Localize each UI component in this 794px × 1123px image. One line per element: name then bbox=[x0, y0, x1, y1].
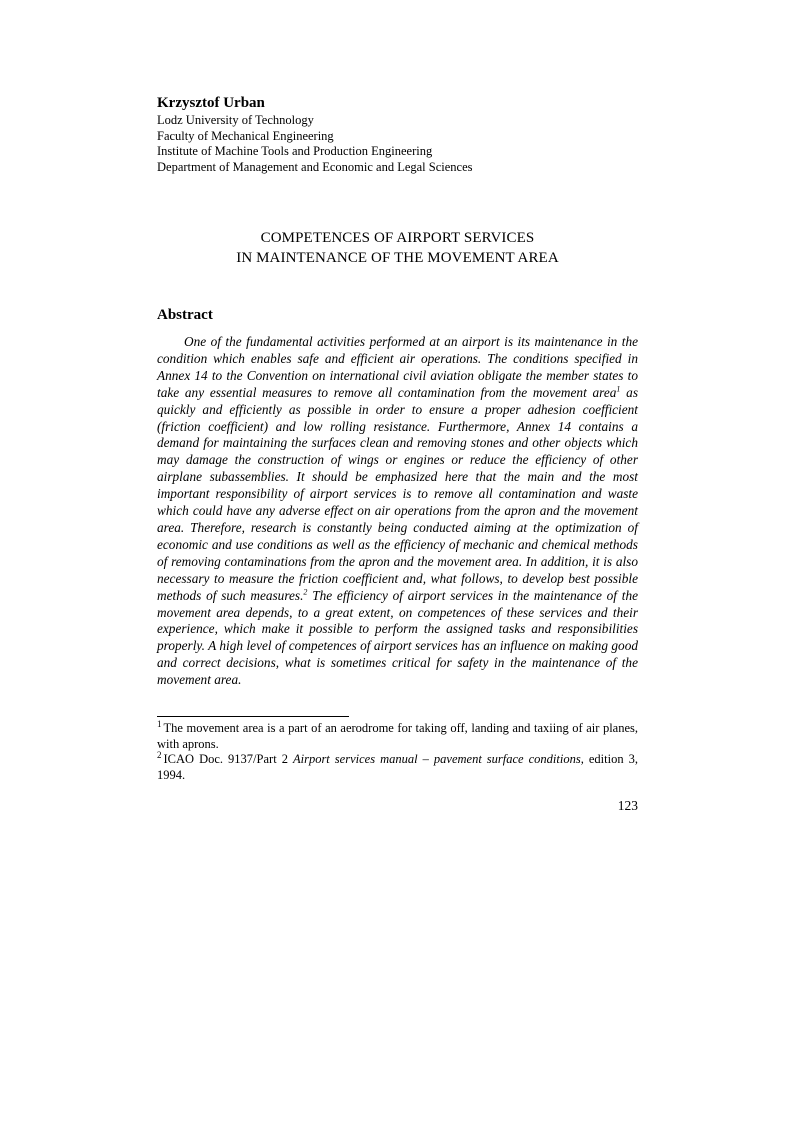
affiliation-institute: Institute of Machine Tools and Production Engineering bbox=[157, 144, 433, 158]
footnote-2-prefix: ICAO Doc. 9137/Part 2 bbox=[163, 752, 293, 767]
footnotes bbox=[157, 716, 638, 783]
paper-title-line-1: COMPETENCES OF AIRPORT SERVICES bbox=[260, 230, 535, 246]
affiliation-university: Lodz University of Technology bbox=[157, 113, 314, 127]
footnote-2-source-title: Airport services manual – pavement surface conditions, bbox=[292, 752, 584, 767]
footnote-2-number: 2 bbox=[157, 749, 162, 760]
footnote-1-number: 1 bbox=[157, 718, 162, 729]
footnote-1-text: The movement area is a part of an aerodrome for taking off, landing and taxiing of air planes, with aprons. bbox=[157, 721, 638, 751]
paper-title bbox=[157, 228, 638, 268]
author-name: Krzysztof Urban bbox=[157, 95, 265, 111]
footnote-ref-1: 1 bbox=[616, 384, 621, 394]
abstract-text-part-3: The efficiency of airport services in the maintenance of the movement area depends, to a great extent, on competences of these services and their experience, which make it possible to perform the assigned tasks and responsibilities properly. A high level of competences of airport services has an influence on making good and correct decisions, what is sometimes critical for safety in the maintenance of the movement area. bbox=[157, 587, 638, 688]
abstract-text-part-2: as quickly and efficiently as possible in order to ensure a proper adhesion coefficient (friction coefficient) and low rolling resistance. Furthermore, Annex 14 contains a demand for maintaining the surfaces clean and removing stones and other objects which may damage the construction of wings or engines or reduce the efficiency of other airplane subassemblies. It should be emphasized here that the main and the most important responsibility of airport services is to remove all contamination and waste which could have any adverse effect on air operations from the apron and the movement area. Therefore, research is constantly being conducted aiming at the optimization of economic and use conditions as well as the efficiency of mechanic and chemical methods of removing contaminations from the apron and the movement area. In addition, it is also necessary to measure the friction coefficient and, what follows, to develop best possible methods of such measures. bbox=[157, 384, 639, 603]
paper-title-line-2: IN MAINTENANCE OF THE MOVEMENT AREA bbox=[236, 250, 559, 266]
footnote-ref-2: 2 bbox=[303, 587, 308, 597]
footnote-2 bbox=[157, 749, 638, 783]
footnote-2-suffix: edition 3, 1994. bbox=[157, 752, 638, 782]
affiliation-department: Department of Management and Economic and Legal Sciences bbox=[157, 159, 473, 174]
abstract-text bbox=[157, 334, 638, 689]
author-block bbox=[157, 93, 638, 175]
abstract-text-part-1: One of the fundamental activities performed at an airport is its maintenance in the condition which enables safe and efficient air operations. The conditions specified in Annex 14 to the Convention on international civil aviation obligate the member states to take any essential measures to remove all contamination from the movement area bbox=[157, 334, 638, 400]
document-page bbox=[157, 93, 638, 815]
abstract-heading: Abstract bbox=[157, 307, 213, 323]
affiliation-faculty: Faculty of Mechanical Engineering bbox=[157, 128, 334, 143]
footnote-1 bbox=[157, 718, 638, 752]
footnote-separator bbox=[157, 716, 349, 717]
page-number: 123 bbox=[617, 798, 638, 814]
